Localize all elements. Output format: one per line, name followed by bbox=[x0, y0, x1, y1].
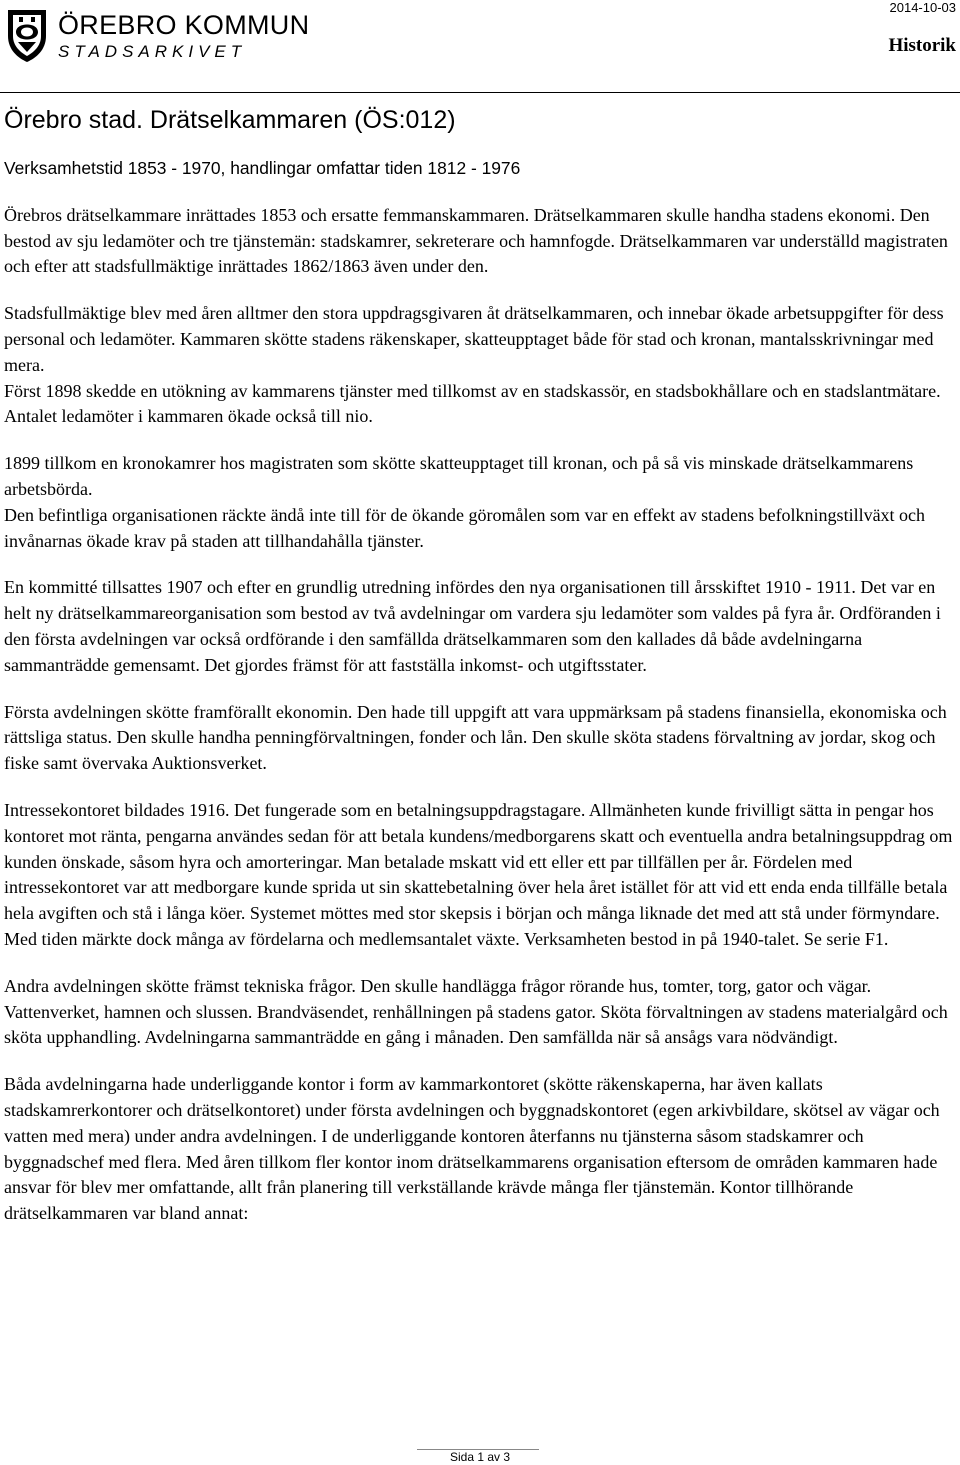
period-line: Verksamhetstid 1853 - 1970, handlingar omfattar tiden 1812 - 1976 bbox=[4, 158, 521, 178]
paragraph: 1899 tillkom en kronokamrer hos magistraten som skötte skatteupptaget till kronan, och på så vis minskade drätselkammarens arbetsbörda. bbox=[4, 453, 914, 499]
paragraph: Andra avdelningen skötte främst tekniska frågor. Den skulle handlägga frågor rörande hus, tomter, torg, gator och vägar. Vattenverket, hamnen och slussen. Brandväsendet, renhållningen på stadens gator. Sköta förvaltningen av stadens materialgård och sköta upphandling. Avdelningarna sammanträdde en gång i månaden. Den samfällda när så ansågs vara nödvändigt. bbox=[4, 975, 948, 1048]
paragraph: Första avdelningen skötte framförallt ekonomin. Den hade till uppgift att vara uppmärksam på stadens finansiella, ekonomiska och rättsliga status. Den skulle handha penningförvaltningen, fonder och lån. Den skulle sköta stadens förvaltning av jordar, skog och fiske samt övervaka Auktionsverket. bbox=[4, 701, 947, 774]
paragraph: Intressekontoret bildades 1916. Det fungerade som en betalningsuppdragstagare. Allmänheten kunde frivilligt sätta in pengar hos kontoret mot ränta, pengarna användes sedan för att betala kundens/medborgarens skatt och eventuella andra betalningsuppdrag om kunden önskade, såsom hyra och amorteringar. Man betalade mskatt vid ett eller ett par tillfällen per år. Fördelen med intressekontoret var att medborgare kunde sprida ut sin skattebetalning över hela året istället för att vid ett enda enda tillfälle betala hela avgiften och stå i långa köer. Systemet möttes med stor skepsis i början och många liknade det med att stå under förmyndare. Med tiden märkte dock många av fördelarna och medlemsantalet växte. Verksamheten bestod in på 1940-talet. Se serie F1. bbox=[4, 799, 953, 949]
paragraph: Båda avdelningarna hade underliggande kontor i form av kammarkontoret (skötte räkenskaperna, har även kallats stadskamrerkontorer och drätselkontoret) under första avdelningen och byggnadskontoret (egen arkivbildare, skötsel av vägar och vatten med mera) under andra avdelningen. I de underliggande kontoren återfanns nu tjänsterna såsom stadskamrer och byggnadschef med flera. Med åren tillkom fler kontor inom drätselkammarens organisation eftersom de områden kammaren hade ansvar för blev mer omfattande, allt från planering till verkställande krävde många fler tjänstemän. Kontor tillhörande drätselkammaren var bland annat: bbox=[4, 1074, 940, 1224]
page-number: Sida 1 av 3 bbox=[449, 1450, 511, 1464]
orebro-kommun-logo bbox=[4, 6, 310, 64]
document-title: Örebro stad. Drätselkammaren (ÖS:012) bbox=[4, 106, 456, 134]
org-name: ÖREBRO KOMMUN bbox=[58, 10, 310, 40]
document-body bbox=[4, 156, 956, 1248]
paragraph: En kommitté tillsattes 1907 och efter en grundlig utredning infördes den nya organisationen till årsskiftet 1910 - 1911. Det var en helt ny drätselkammareorganisation som bestod av två avdelningar om vardera sju ledamöter som valdes på fyra år. Ordföranden i den första avdelningen var också ordförande i den samfällda drätselkammaren som den kallades då både avdelningarna sammanträdde gemensamt. Det gjordes främst för att fastställa inkomst- och utgiftsstater. bbox=[4, 577, 941, 675]
section-title: Historik bbox=[888, 35, 956, 56]
paragraph: Örebros drätselkammare inrättades 1853 och ersatte femmanskammaren. Drätselkammaren skulle handha stadens ekonomi. Den bestod av sju ledamöter och tre tjänstemän: stadskamrer, sekreterare och hamnfogde. Drätselkammaren var underställd magistraten och efter att stadsfullmäktige inrättades 1862/1863 även under den. bbox=[4, 204, 948, 277]
paragraph: Stadsfullmäktige blev med åren alltmer den stora uppdragsgivaren åt drätselkammaren, och innebar ökade arbetsuppgifter för dess personal och ledamöter. Kammaren skötte stadens räkenskaper, skatteupptaget både för stad och kronan, mantalsskrivningar med mera. bbox=[4, 303, 944, 375]
coat-of-arms-icon bbox=[4, 6, 50, 64]
document-date: 2014-10-03 bbox=[889, 0, 956, 15]
paragraph: Den befintliga organisationen räckte ändå inte till för de ökande göromålen som var en effekt av stadens befolkningstillväxt och invånarnas ökade krav på staden att tillhandahålla tjänster. bbox=[4, 504, 926, 551]
page-header bbox=[0, 0, 960, 92]
header-divider bbox=[0, 92, 960, 93]
org-subtitle: STADSARKIVET bbox=[58, 42, 247, 61]
paragraph: Först 1898 skedde en utökning av kammarens tjänster med tillkomst av en stadskassör, en stadsbokhållare och en stadslantmätare. Antalet ledamöter i kammaren ökade också till nio. bbox=[4, 380, 941, 427]
